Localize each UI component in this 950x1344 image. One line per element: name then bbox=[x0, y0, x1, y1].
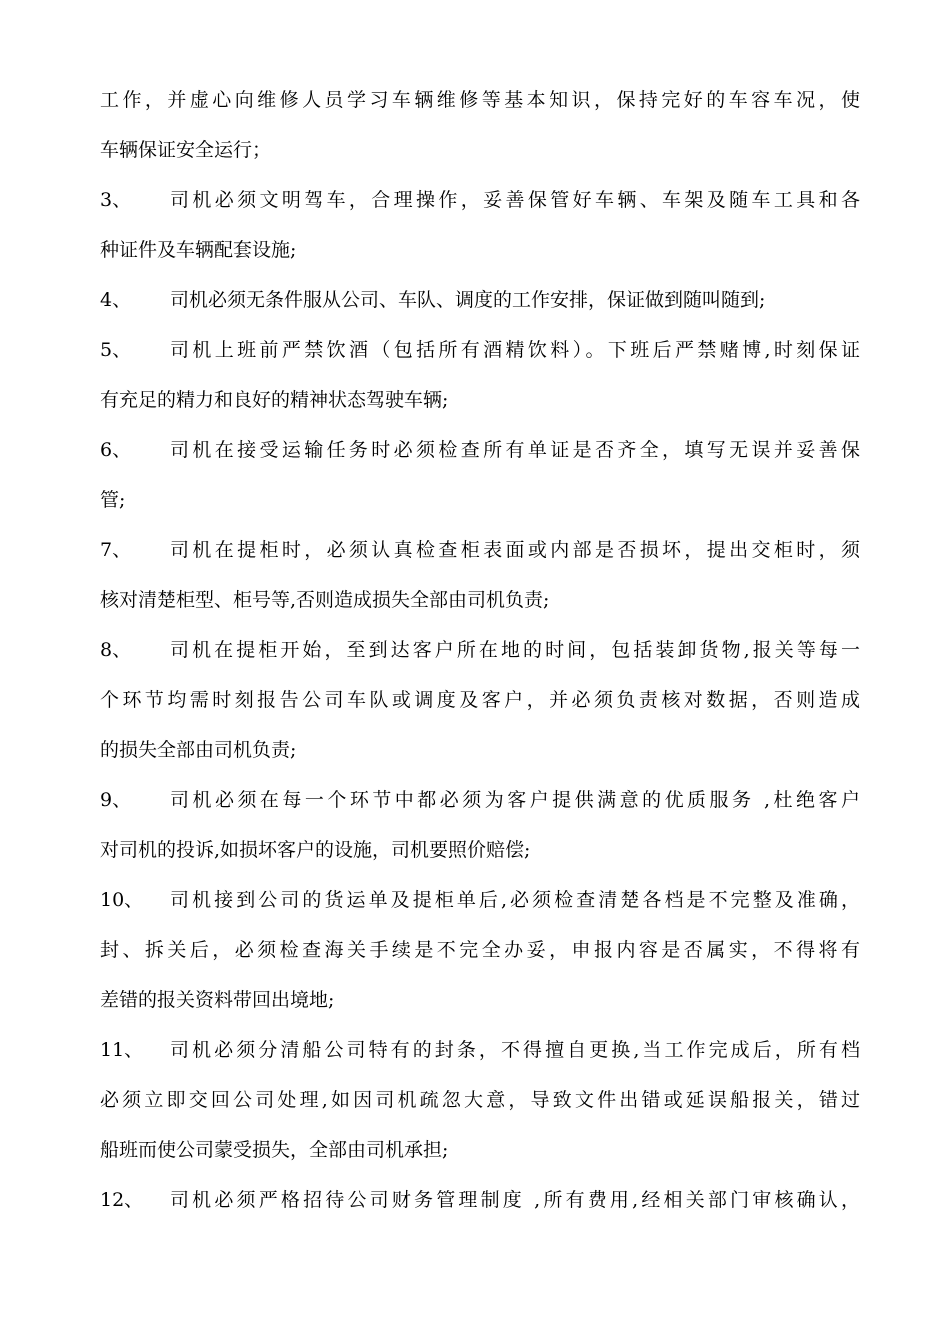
text-line bbox=[100, 975, 860, 1025]
clause-number: 5、 bbox=[100, 339, 132, 361]
text-line bbox=[100, 1125, 860, 1175]
text-line bbox=[100, 1075, 860, 1125]
numbered-clause bbox=[100, 425, 860, 525]
text-line bbox=[100, 125, 860, 175]
clause-text: 司机上班前严禁饮酒（包括所有酒精饮料）。下班后严禁赌博,时刻保证 bbox=[170, 339, 860, 361]
clause-number: 10、 bbox=[100, 889, 144, 911]
text-line bbox=[100, 725, 860, 775]
clause-text: 船班而使公司蒙受损失，全部由司机承担; bbox=[100, 1139, 449, 1161]
text-line bbox=[100, 375, 860, 425]
text-line bbox=[100, 925, 860, 975]
clause-text: 管; bbox=[100, 489, 126, 511]
numbered-clause bbox=[100, 525, 860, 625]
clause-number: 8、 bbox=[100, 639, 132, 661]
clause-number: 11、 bbox=[100, 1039, 144, 1061]
text-line bbox=[100, 225, 860, 275]
clause-text: 车辆保证安全运行； bbox=[100, 139, 272, 161]
text-line bbox=[100, 275, 860, 325]
clause-text: 有充足的精力和良好的精神状态驾驶车辆; bbox=[100, 389, 449, 411]
continued-paragraph bbox=[100, 75, 860, 175]
clause-number: 7、 bbox=[100, 539, 132, 561]
text-line bbox=[100, 475, 860, 525]
text-line bbox=[100, 1175, 860, 1225]
clause-text: 司机必须严格招待公司财务管理制度 ,所有费用,经相关部门审核确认， bbox=[170, 1189, 860, 1211]
text-line bbox=[100, 75, 860, 125]
clause-text: 司机必须在每一个环节中都必须为客户提供满意的优质服务 ,杜绝客户 bbox=[170, 789, 860, 811]
clause-number: 4、 bbox=[100, 289, 132, 311]
text-line bbox=[100, 825, 860, 875]
clause-number: 12、 bbox=[100, 1189, 144, 1211]
text-line bbox=[100, 775, 860, 825]
clause-text: 种证件及车辆配套设施; bbox=[100, 239, 297, 261]
numbered-clause bbox=[100, 275, 860, 325]
text-line bbox=[100, 325, 860, 375]
text-line bbox=[100, 575, 860, 625]
text-line bbox=[100, 525, 860, 575]
numbered-clause bbox=[100, 1025, 860, 1175]
clause-text: 个环节均需时刻报告公司车队或调度及客户，并必须负责核对数据，否则造成 bbox=[100, 689, 860, 711]
clause-number: 6、 bbox=[100, 439, 132, 461]
numbered-clause bbox=[100, 875, 860, 1025]
clause-text: 核对清楚柜型、柜号等,否则造成损失全部由司机负责; bbox=[100, 589, 550, 611]
numbered-clause bbox=[100, 325, 860, 425]
clause-text: 必须立即交回公司处理,如因司机疏忽大意，导致文件出错或延误船报关，错过 bbox=[100, 1089, 860, 1111]
clause-text: 司机必须无条件服从公司、车队、调度的工作安排，保证做到随叫随到; bbox=[170, 289, 766, 311]
clause-number: 3、 bbox=[100, 189, 132, 211]
clause-text: 差错的报关资料带回出境地; bbox=[100, 989, 335, 1011]
numbered-clause bbox=[100, 175, 860, 275]
clause-text: 工作，并虚心向维修人员学习车辆维修等基本知识，保持完好的车容车况，使 bbox=[100, 89, 860, 111]
clause-text: 司机在接受运输任务时必须检查所有单证是否齐全，填写无误并妥善保 bbox=[170, 439, 860, 461]
clause-text: 司机在提柜时，必须认真检查柜表面或内部是否损坏，提出交柜时，须 bbox=[170, 539, 860, 561]
clause-text: 对司机的投诉,如损坏客户的设施，司机要照价赔偿; bbox=[100, 839, 531, 861]
text-line bbox=[100, 1025, 860, 1075]
numbered-clause bbox=[100, 775, 860, 875]
text-line bbox=[100, 875, 860, 925]
text-line bbox=[100, 675, 860, 725]
clause-number: 9、 bbox=[100, 789, 132, 811]
clause-text: 司机必须文明驾车，合理操作，妥善保管好车辆、车架及随车工具和各 bbox=[170, 189, 860, 211]
clause-text: 司机接到公司的货运单及提柜单后,必须检查清楚各档是不完整及准确， bbox=[170, 889, 860, 911]
clause-text: 司机必须分清船公司特有的封条，不得擅自更换,当工作完成后，所有档 bbox=[170, 1039, 860, 1061]
numbered-clause bbox=[100, 625, 860, 775]
text-line bbox=[100, 625, 860, 675]
text-line bbox=[100, 175, 860, 225]
clause-text: 司机在提柜开始，至到达客户所在地的时间，包括装卸货物,报关等每一 bbox=[170, 639, 860, 661]
document-page bbox=[100, 75, 860, 1225]
numbered-clause bbox=[100, 1175, 860, 1225]
text-line bbox=[100, 425, 860, 475]
clause-text: 封、拆关后，必须检查海关手续是不完全办妥，申报内容是否属实，不得将有 bbox=[100, 939, 860, 961]
clause-text: 的损失全部由司机负责; bbox=[100, 739, 297, 761]
